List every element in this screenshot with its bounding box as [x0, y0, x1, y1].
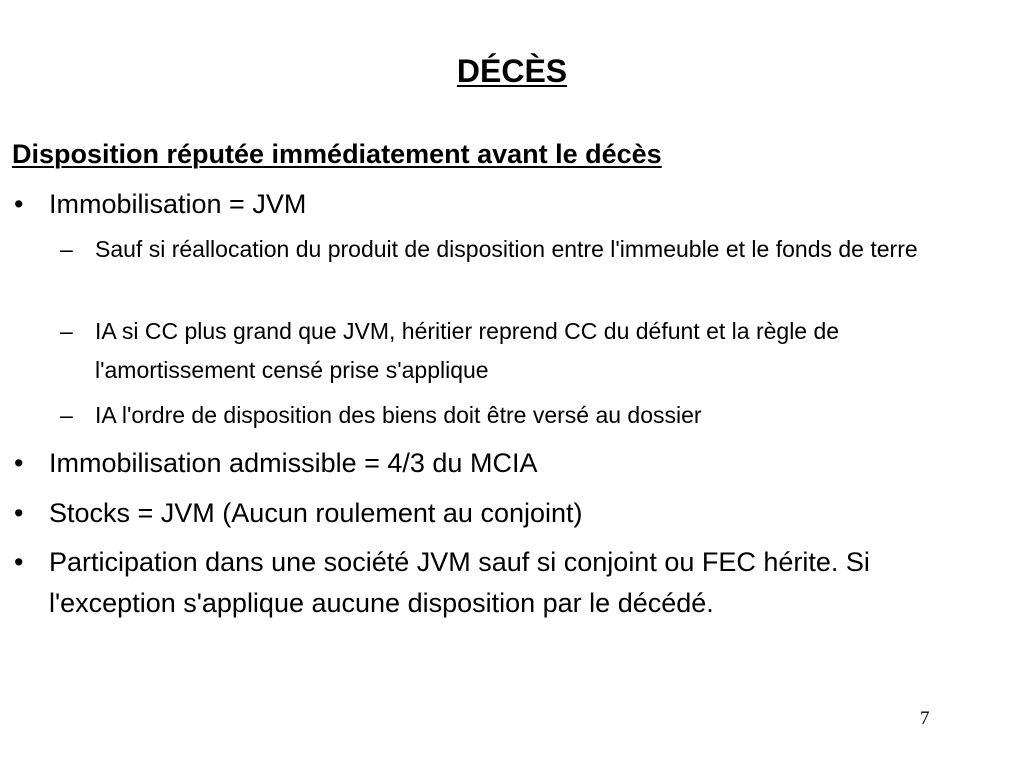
bullet-item: [14, 542, 944, 624]
bullet-marker: •: [14, 547, 24, 577]
sub-bullet-item: [60, 230, 995, 269]
sub-bullet-text: IA si CC plus grand que JVM, héritier reprend CC du défunt et la règle de l'amortissement censé prise s'applique: [95, 318, 840, 383]
bullet-item: [14, 443, 974, 484]
page-number: 7: [920, 708, 930, 729]
section-heading: Disposition réputée immédiatement avant le décès: [12, 139, 662, 169]
bullet-marker: •: [14, 448, 24, 478]
sub-bullet-marker: –: [60, 402, 73, 428]
bullet-marker: •: [14, 189, 24, 219]
bullet-text: Immobilisation admissible = 4/3 du MCIA: [49, 448, 538, 478]
bullet-item: [14, 184, 974, 225]
sub-bullet-marker: –: [60, 318, 73, 344]
sub-bullet-text: Sauf si réallocation du produit de disposition entre l'immeuble et le fonds de terre: [95, 236, 918, 262]
bullet-text: Stocks = JVM (Aucun roulement au conjoint): [49, 498, 583, 528]
bullet-marker: •: [14, 498, 24, 528]
sub-bullet-item: [60, 396, 995, 435]
bullet-text: Participation dans une société JVM sauf si conjoint ou FEC hérite. Si l'exception s'applique aucune disposition par le décédé.: [49, 547, 870, 618]
sub-bullet-marker: –: [60, 236, 73, 262]
bullet-text: Immobilisation = JVM: [49, 189, 307, 219]
sub-bullet-item: [60, 312, 995, 390]
bullet-item: [14, 493, 974, 534]
slide-title: DÉCÈS: [456, 53, 568, 89]
sub-bullet-text: IA l'ordre de disposition des biens doit être versé au dossier: [95, 402, 702, 428]
